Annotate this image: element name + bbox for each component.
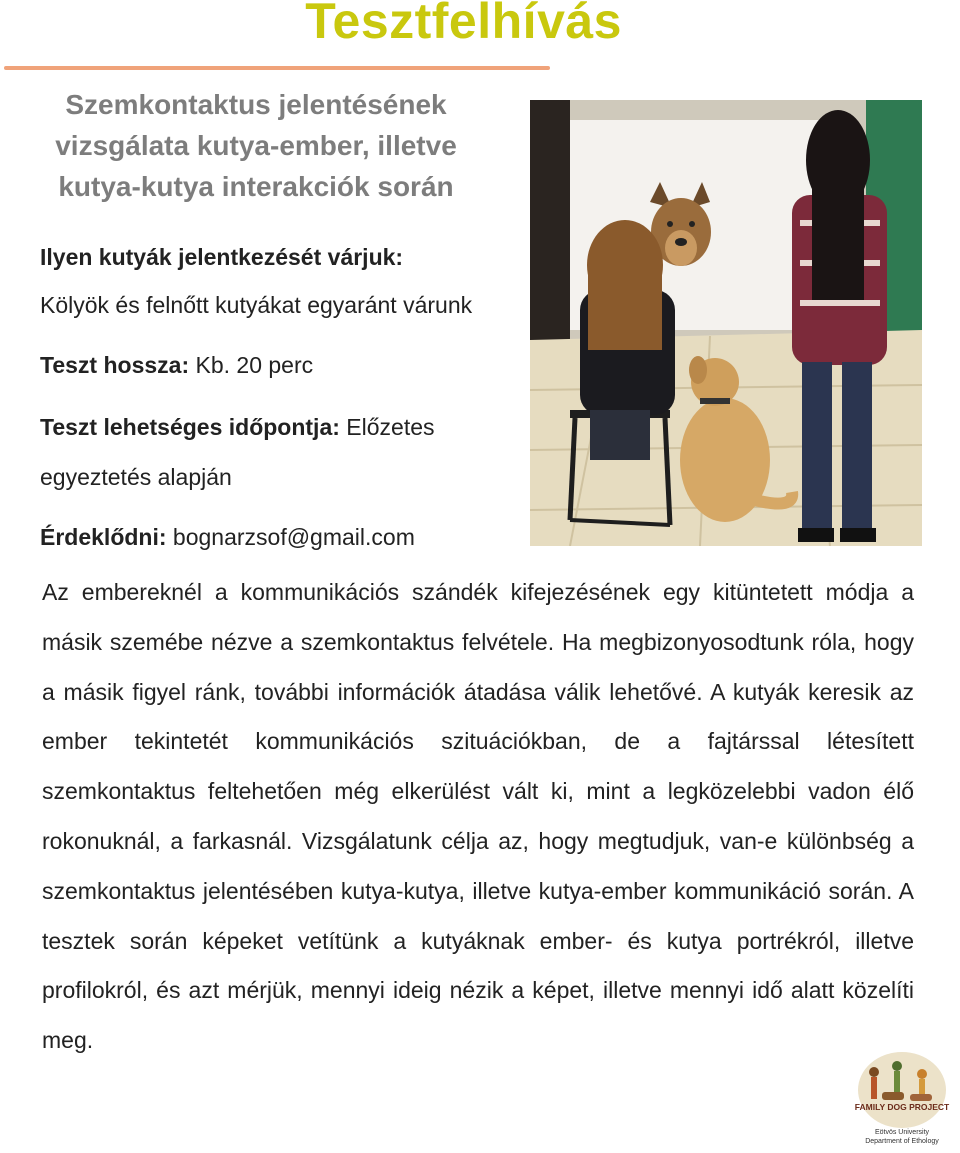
dogs-wanted-value: Kölyök és felnőtt kutyákat egyaránt várunk [40,292,473,318]
svg-text:Department of Ethology: Department of Ethology [865,1138,939,1145]
test-time [40,402,520,502]
test-length-value: Kb. 20 perc [189,352,314,378]
contact [40,512,415,562]
contact-email[interactable]: bognarzsof@gmail.com [166,524,415,550]
title-underline [4,66,550,70]
experiment-photo [530,100,922,546]
svg-text:FAMILY DOG PROJECT: FAMILY DOG PROJECT [854,1102,950,1112]
dogs-wanted-label: Ilyen kutyák jelentkezését várjuk: [40,244,404,270]
family-dog-project-logo [852,1052,952,1148]
test-time-value: Előzetes egyeztetés alapján [40,414,435,490]
contact-label: Érdeklődni: [40,524,167,550]
page-title: Tesztfelhívás [305,0,622,49]
test-length-label: Teszt hossza: [40,352,190,378]
body-paragraph: Az embereknél a kommunikációs szándék kifejezésének egy kitüntetett módja a másik szemébe nézve a szemkontaktus felvétele. Ha megbizonyosodtunk róla, hogy a másik figyel ránk, további információk átadása válik lehetővé. A kutyák keresik az ember tekintetét kommunikációs szituációkban, de a fajtárssal létesített szemkontaktus feltehetően még elkerülést vált ki, mint a legközelebbi vadon élő rokonuknál, a farkasnál. Vizsgálatunk célja az, hogy megtudjuk, van-e különbség a szemkontaktus jelentésében kutya-kutya, illetve kutya-ember kommunikáció során. A tesztek során képeket vetítünk a kutyáknak ember- és kutya portrékról, illetve profilokról, és azt mérjük, mennyi ideig nézik a képet, illetve mennyi idő alatt közelíti meg. [42,579,914,1054]
subtitle: Szemkontaktus jelentésének vizsgálata kutya-ember, illetve kutya-kutya interakciók során [55,89,457,202]
test-length [40,340,313,390]
svg-text:Eötvös University: Eötvös University [874,1129,930,1136]
test-time-label: Teszt lehetséges időpontja: [40,414,340,440]
